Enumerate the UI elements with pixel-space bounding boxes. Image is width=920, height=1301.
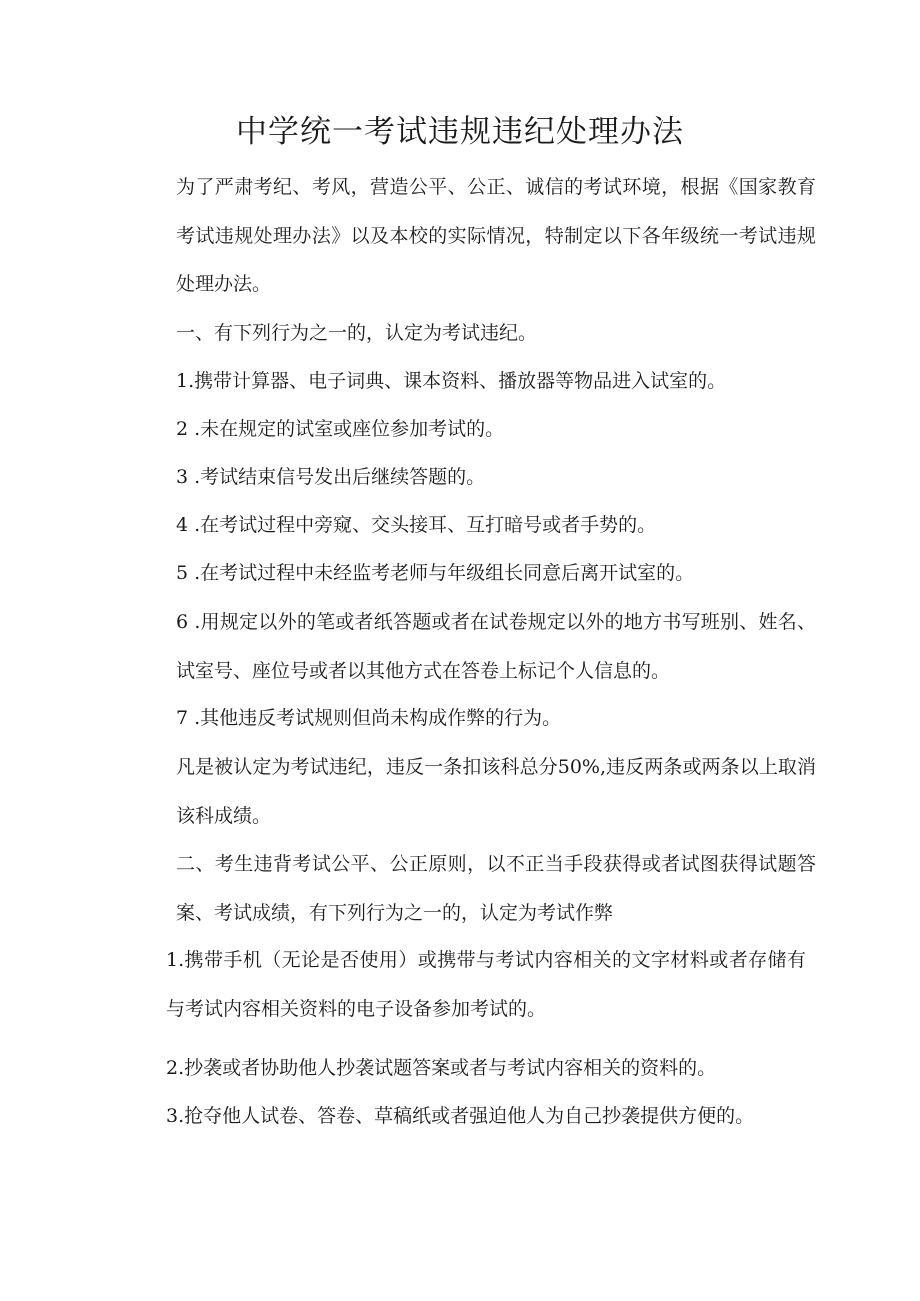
- intro-paragraph: 为了严肃考纪、考风，营造公平、公正、诚信的考试环境，根据《国家教育考试违规处理办法》以及本校的实际情况，特制定以下各年级统一考试违规处理办法。: [176, 176, 816, 295]
- section1-item-4: 4 .在考试过程中旁窥、交头接耳、互打暗号或者手势的。: [176, 514, 657, 536]
- section2-item-2: 2.抄袭或者协助他人抄袭试题答案或者与考试内容相关的资料的。: [166, 1057, 717, 1079]
- section1-item-6: 6 .用规定以外的笔或者纸答题或者在试卷规定以外的地方书写班别、姓名、试室号、座位号或者以其他方式在答卷上标记个人信息的。: [176, 611, 816, 682]
- document-title: 中学统一考试违规违纪处理办法: [236, 114, 684, 150]
- section1-item-5: 5 .在考试过程中未经监考老师与年级组长同意后离开试室的。: [176, 562, 695, 584]
- section1-item-2: 2 .未在规定的试室或座位参加考试的。: [176, 418, 505, 440]
- section1-item-7: 7 .其他违反考试规则但尚未构成作弊的行为。: [176, 707, 562, 729]
- section2-heading: 二、考生违背考试公平、公正原则，以不正当手段获得或者试图获得试题答案、考试成绩，有下列行为之一的，认定为考试作弊: [176, 853, 816, 924]
- section1-item-3: 3 .考试结束信号发出后继续答题的。: [176, 466, 486, 488]
- section1-heading: 一、有下列行为之一的，认定为考试违纪。: [176, 322, 538, 344]
- section1-item-1: 1.携带计算器、电子词典、课本资料、播放器等物品进入试室的。: [176, 370, 727, 392]
- section2-item-1: 1.携带手机（无论是否使用）或携带与考试内容相关的文字材料或者存储有与考试内容相关资料的电子设备参加考试的。: [166, 949, 806, 1020]
- section1-penalty: 凡是被认定为考试违纪，违反一条扣该科总分50%,违反两条或两条以上取消该科成绩。: [176, 756, 816, 827]
- section2-item-3: 3.抢夺他人试卷、答卷、草稿纸或者强迫他人为自己抄袭提供方便的。: [166, 1105, 755, 1127]
